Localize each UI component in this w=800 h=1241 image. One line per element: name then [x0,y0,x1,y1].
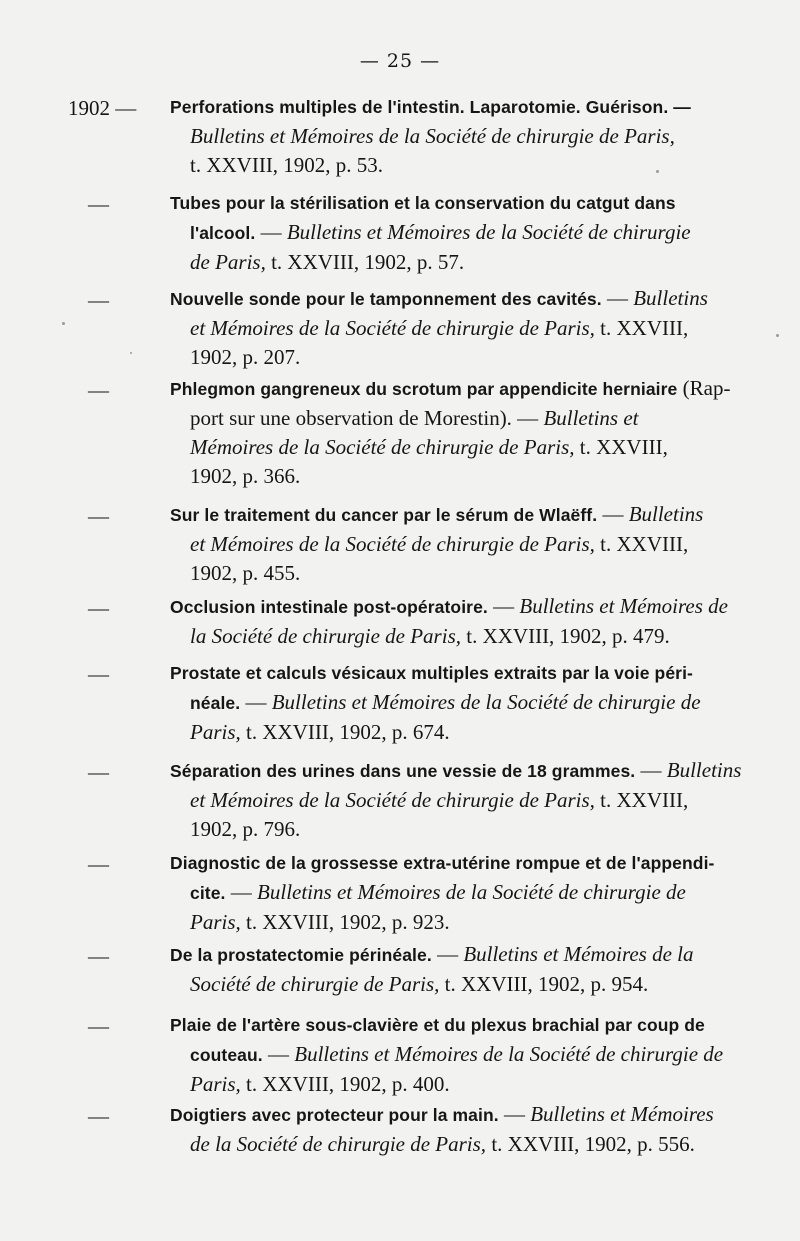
entry-dash-marker: — [88,504,109,528]
entry-text [170,592,752,651]
citation-detail: t. XXVIII, 1902, p. 954. [439,972,649,996]
entry-line [170,433,752,462]
journal-name: et Mémoires de la Société de chirurgie de Paris, [190,788,595,812]
entry-line [170,151,752,180]
citation-detail: t. XXVIII, 1902, p. 57. [265,250,465,274]
citation-detail: — [635,758,667,782]
entry-line [170,756,752,786]
entry-line [170,1010,752,1040]
citation-detail: — [601,286,634,310]
journal-name: Bulletins et Mémoires de [519,594,728,618]
entry-dash-marker: — [88,192,109,216]
citation-detail: t. XXVIII, 1902, p. 53. [190,153,384,177]
entry-line [170,786,752,815]
entry-dash-marker: — [88,1014,109,1038]
citation-detail: — [262,1042,295,1066]
citation-detail: t. XXVIII, 1902, p. 923. [240,910,450,934]
entry-dash-marker: — [88,662,109,686]
journal-name: Bulletins et Mémoires de la Société de chirurgie de [294,1042,724,1066]
entry-line [170,1130,752,1159]
entry-text [170,1010,752,1099]
entry-text [170,658,752,747]
journal-name: Paris, [190,1072,241,1096]
citation-detail: — [431,942,464,966]
entry-title: l'alcool. [190,223,256,243]
entry-line [170,122,752,151]
journal-name: Bulletins [628,502,704,526]
entry-text [170,374,752,491]
entry-text [170,284,752,372]
citation-detail: t. XXVIII, [594,316,689,340]
entry-title: Occlusion intestinale post-opératoire. [170,597,488,617]
entry-title: néale. [190,693,241,713]
citation-detail: — [498,1102,531,1126]
entry-title: De la prostatectomie périnéale. [170,945,432,965]
entry-line [170,970,752,999]
citation-detail: t. XXVIII, 1902, p. 479. [461,624,670,648]
entry-text [170,940,752,999]
entry-line [170,1070,752,1099]
citation-detail: t. XXVIII, [574,435,668,459]
entry-line [170,462,752,491]
entry-text [170,500,752,588]
paper-speck [62,322,65,325]
journal-name: de la Société de chirurgie de Paris, [190,1132,487,1156]
entry-line [170,374,752,404]
entry-dash-marker: — [88,944,109,968]
entry-title: Perforations multiples de l'intestin. Laparotomie. Guérison. — [170,97,691,117]
entry-dash-marker: — [88,852,109,876]
journal-name: Bulletins et Mémoires de la Société de chirurgie [286,220,691,244]
entry-line [170,940,752,970]
entry-text [170,188,752,277]
journal-name: Paris, [190,720,241,744]
journal-name: Bulletins et Mémoires de la Société de chirurgie de Paris, [190,124,675,148]
entry-line [170,688,752,718]
journal-name: Mémoires de la Société de chirurgie de Paris, [190,435,575,459]
entry-title: Phlegmon gangreneux du scrotum par appendicite herniaire [170,379,678,399]
journal-name: et Mémoires de la Société de chirurgie de Paris, [190,316,595,340]
entry-text [170,1100,752,1159]
entry-line [170,718,752,747]
entry-line [170,248,752,277]
journal-name: Bulletins [633,286,708,310]
citation-detail: 1902, p. 796. [190,817,301,841]
citation-detail: — [240,690,272,714]
citation-detail: 1902, p. 455. [190,561,301,585]
entry-line [170,343,752,372]
entry-line [170,592,752,622]
citation-detail: t. XXVIII, [594,788,689,812]
journal-name: Société de chirurgie de Paris, [190,972,440,996]
entry-line [170,284,752,314]
paper-speck [656,170,659,173]
citation-detail: t. XXVIII, 1902, p. 556. [486,1132,695,1156]
entry-title: Plaie de l'artère sous-clavière et du plexus brachial par coup de [170,1015,705,1035]
entry-line [170,218,752,248]
citation-detail: — [225,880,258,904]
entry-line [170,878,752,908]
journal-name: Bulletins et Mémoires de la Société de chirurgie de [271,690,701,714]
citation-detail: 1902, p. 366. [190,464,301,488]
entry-line [170,658,752,688]
entry-line [170,1040,752,1070]
citation-detail: t. XXVIII, 1902, p. 400. [240,1072,450,1096]
entry-line [170,908,752,937]
entry-dash-marker: — [88,378,109,402]
entry-line [170,559,752,588]
entry-dash-marker: — [88,596,109,620]
entry-text [170,756,752,844]
entry-title: Séparation des urines dans une vessie de 18 grammes. [170,761,636,781]
journal-name: Bulletins et Mémoires [530,1102,714,1126]
entry-line [170,622,752,651]
entry-dash-marker: — [88,288,109,312]
entry-line [170,92,752,122]
journal-name: de Paris, [190,250,266,274]
entry-line [170,848,752,878]
entry-dash-marker: — [88,760,109,784]
citation-detail: (Rap- [677,376,731,400]
citation-detail: port sur une observation de Morestin). — [190,406,544,430]
entry-title: Doigtiers avec protecteur pour la main. [170,1105,499,1125]
entry-title: Nouvelle sonde pour le tamponnement des cavités. [170,289,602,309]
citation-detail: t. XXVIII, [594,532,689,556]
page-number: — 25 — [359,50,441,72]
journal-name: Paris, [190,910,241,934]
entry-line [170,500,752,530]
paper-speck [130,352,132,354]
entry-title: Diagnostic de la grossesse extra-utérine rompue et de l'appendi- [170,853,715,873]
journal-name: Bulletins et Mémoires de la [463,942,694,966]
entry-line [170,1100,752,1130]
entry-title: Tubes pour la stérilisation et la conservation du catgut dans [170,193,676,213]
entry-text [170,848,752,937]
entry-year-marker: 1902 — [68,96,137,120]
entry-line [170,314,752,343]
citation-detail: 1902, p. 207. [190,345,301,369]
entry-line [170,815,752,844]
entry-title: Sur le traitement du cancer par le sérum de Wlaëff. [170,505,598,525]
entry-line [170,404,752,433]
entry-text [170,92,752,180]
entry-title: couteau. [190,1045,263,1065]
entry-title: cite. [190,883,226,903]
journal-name: la Société de chirurgie de Paris, [190,624,461,648]
journal-name: Bulletins et [543,406,639,430]
paper-speck [776,334,779,337]
citation-detail: — [487,594,520,618]
entry-line [170,530,752,559]
entry-dash-marker: — [88,1104,109,1128]
entry-title: Prostate et calculs vésicaux multiples extraits par la voie péri- [170,663,693,683]
entry-line [170,188,752,218]
journal-name: Bulletins et Mémoires de la Société de chirurgie de [257,880,686,904]
journal-name: Bulletins [666,758,742,782]
citation-detail: — [255,220,287,244]
citation-detail: t. XXVIII, 1902, p. 674. [240,720,450,744]
citation-detail: — [597,502,629,526]
journal-name: et Mémoires de la Société de chirurgie de Paris, [190,532,595,556]
